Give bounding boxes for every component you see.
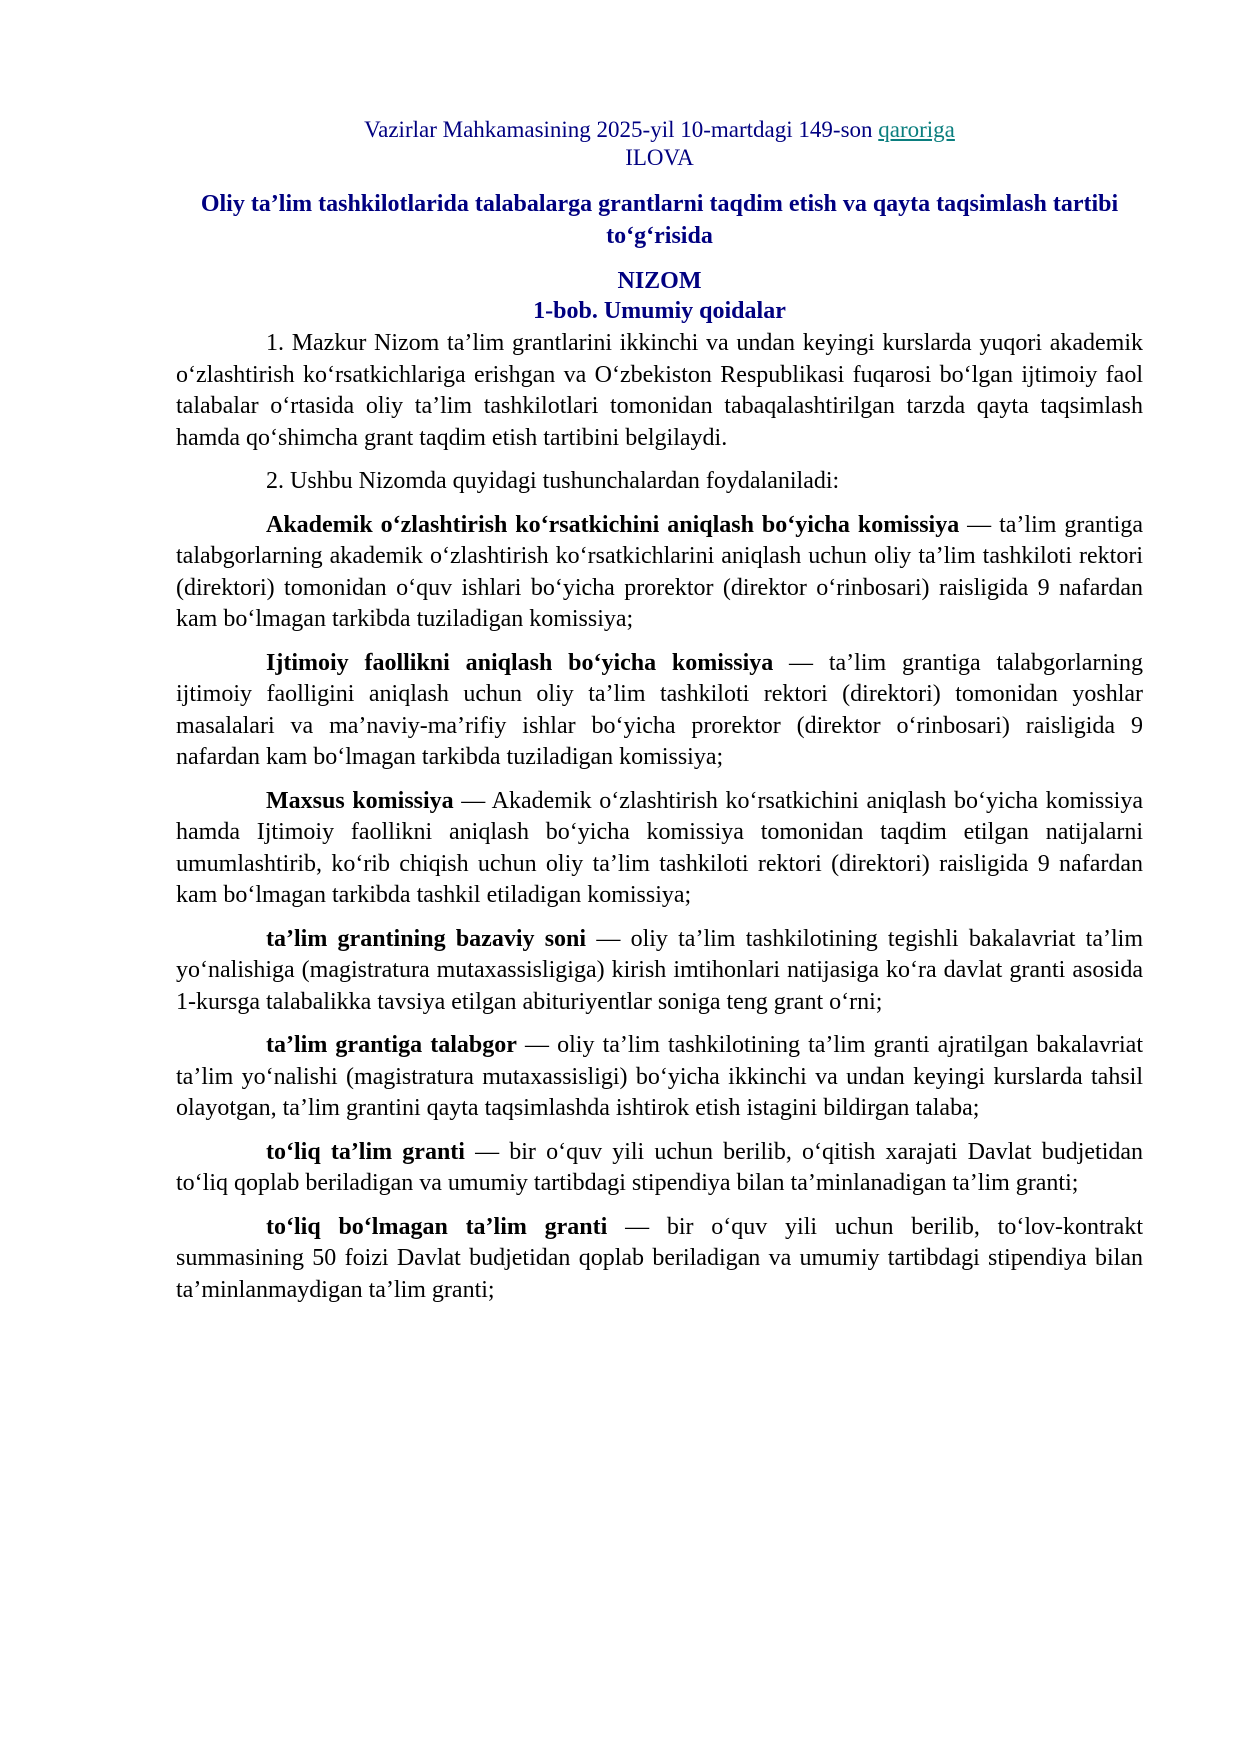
dash: — [586,925,631,952]
definition-text: ta’lim grantiga talabgorlarning ijtimoiy faolligini aniqlash uchun oliy ta’lim tashkiloti rektori (direktori) tomonidan yoshlar masalalari va ma’naviy-ma’rifiy ishlar bo‘yicha prorektor (direktor o‘rinbosari) raisligida 9 nafardan kam bo‘lmagan tarkibda tuziladigan komissiya; [176,649,1144,770]
paragraph-text: 2. Ushbu Nizomda quyidagi tushunchalardan foydalaniladi: [266,468,840,494]
paragraph-text: 1. Mazkur Nizom ta’lim grantlarini ikkinchi va undan keyingi kurslarda yuqori akademik o‘zlashtirish ko‘rsatkichlariga erishgan va O‘zbekiston Respublikasi fuqarosi bo‘lgan ijtimoiy faol talabalar o‘rtasida oliy ta’lim tashkilotlari tomonidan tabaqalashtirilgan tarzda qayta taqsimlash hamda qo‘shimcha grant taqdim etish tartibini belgilaydi. [176,330,1143,451]
definition-text: oliy ta’lim tashkilotining tegishli bakalavriat ta’lim yo‘nalishiga (magistratura mutaxassisligiga) kirish imtihonlari natijasiga ko‘ra davlat granti asosida 1-kursga talabalikka tavsiya etilgan abituriyentlar soniga teng grant o‘rni; [176,925,1143,1015]
decree-link[interactable]: qaroriga [878,117,955,142]
term: to‘liq ta’lim granti [266,1138,465,1165]
definition-base-grant-count [176,924,1143,1019]
definition-text: bir o‘quv yili uchun berilib, o‘qitish xarajati Davlat budjetidan to‘liq qoplab beriladigan va umumiy tartibdagi stipendiya bilan ta’minlanadigan ta’lim granti; [176,1138,1144,1196]
definition-full-grant [176,1137,1143,1200]
term: Maxsus komissiya [266,787,454,814]
document-type: NIZOM [617,268,702,294]
definition-text: oliy ta’lim tashkilotining ta’lim granti ajratilgan bakalavriat ta’lim yo‘nalishi (magistratura mutaxassisligi) bo‘yicha ikkinchi va undan keyingi kurslarda tahsil olayotgan, ta’lim grantini qayta taqsimlashda ishtirok etish istagini bildirgan talaba; [176,1032,1143,1121]
appendix-label: ILOVA [625,145,694,170]
term: to‘liq bo‘lmagan ta’lim granti [266,1213,608,1240]
dash: — [516,1032,558,1058]
chapter-heading: 1-bob. Umumiy qoidalar [533,298,786,324]
definition-special-commission [176,786,1143,912]
document-page [176,116,1143,1306]
term: Akademik o‘zlashtirish ko‘rsatkichini aniqlash bo‘yicha komissiya [266,511,960,538]
paragraph-2 [176,466,1143,498]
paragraph-1 [176,328,1143,454]
dash: — [773,649,829,676]
definition-social-commission [176,648,1143,774]
term: ta’lim grantining bazaviy soni [266,925,587,952]
dash: — [959,511,1000,538]
dash: — [464,1138,510,1165]
decree-reference [176,116,1143,144]
definition-text: ta’lim grantiga talabgorlarning akademik o‘zlashtirish ko‘rsatkichlarini aniqlash uchun oliy ta’lim tashkiloti rektori (direktori) tomonidan o‘quv ishlari bo‘yicha prorektor (direktor o‘rinbosari) raisligida 9 nafardan kam bo‘lmagan tarkibda tuziladigan komissiya; [176,511,1144,632]
definition-text: bir o‘quv yili uchun berilib, to‘lov-kontrakt summasining 50 foizi Davlat budjetidan qoplab beriladigan va umumiy tartibdagi stipendiya bilan ta’minlanmaydigan ta’lim granti; [176,1213,1143,1303]
term: Ijtimoiy faollikni aniqlash bo‘yicha komissiya [266,649,774,676]
term: ta’lim grantiga talabgor [266,1032,517,1058]
definition-academic-commission [176,510,1143,636]
definition-partial-grant [176,1212,1143,1307]
dash: — [453,787,492,814]
dash: — [607,1213,667,1240]
document-title: Oliy ta’lim tashkilotlarida talabalarga grantlarni taqdim etish va qayta taqsimlash tartibi to‘g‘risida [200,191,1119,249]
definition-grant-applicant [176,1030,1143,1125]
decree-reference-text: Vazirlar Mahkamasining 2025-yil 10-martdagi 149-son [364,117,873,142]
definition-text: Akademik o‘zlashtirish ko‘rsatkichini aniqlash bo‘yicha komissiya hamda Ijtimoiy faollikni aniqlash bo‘yicha komissiya tomonidan taqdim etilgan natijalarni umumlashtirib, ko‘rib chiqish uchun oliy ta’lim tashkiloti rektori (direktori) raisligida 9 nafardan kam bo‘lmagan tarkibda tashkil etiladigan komissiya; [176,787,1143,908]
